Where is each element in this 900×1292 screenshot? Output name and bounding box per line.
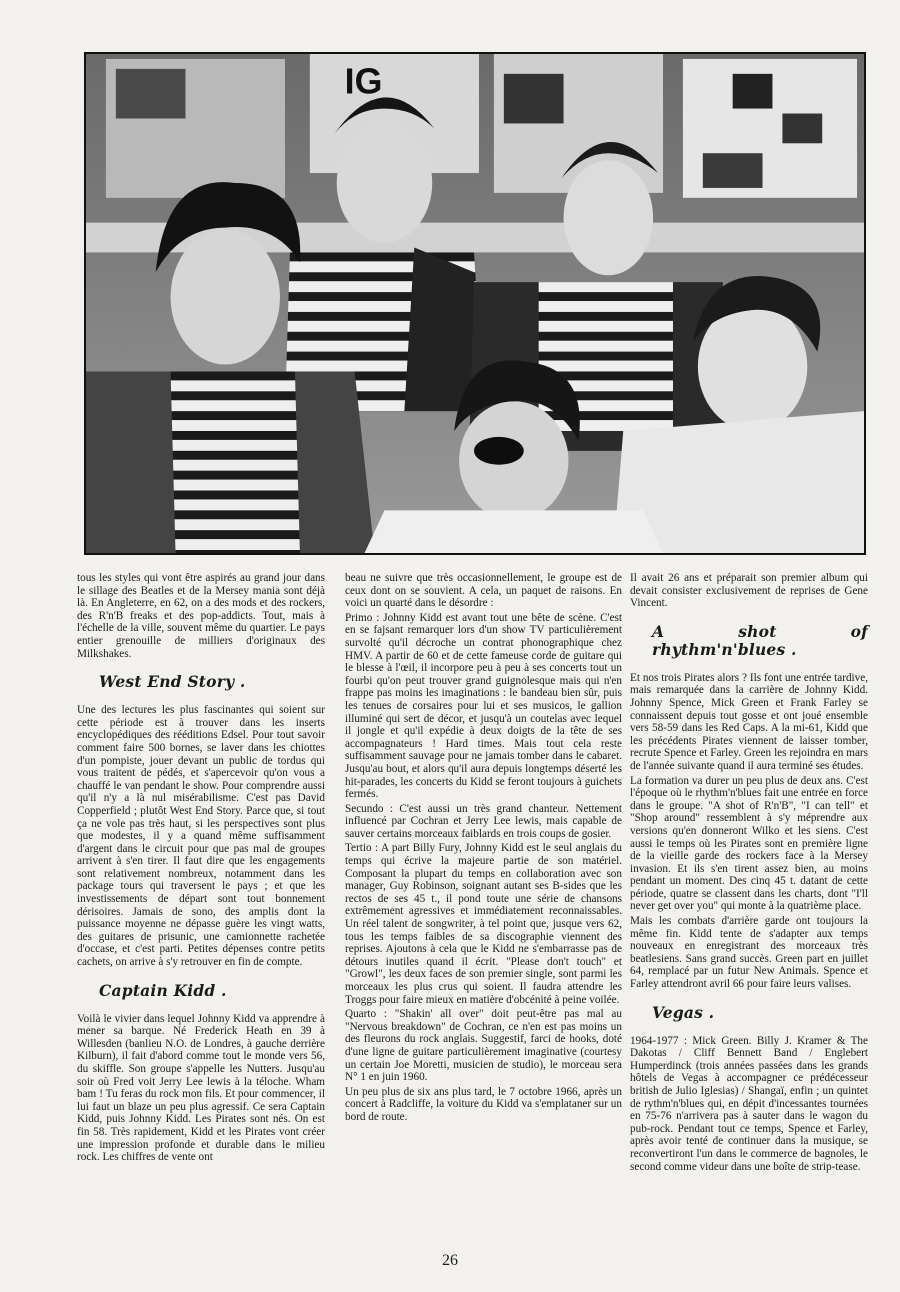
band-photo xyxy=(84,52,866,555)
section-heading-shot-of-rnb: A shot of rhythm'n'blues . xyxy=(652,621,868,659)
section-heading-vegas: Vegas . xyxy=(652,1002,715,1022)
paragraph: Voilà le vivier dans lequel Johnny Kidd va apprendre à mener sa barque. Né Frederick Heath en 39 à Willesden (banlieu N.O. de Londres, à gauche derrière Kilburn), il fait d'abord comme tout le monde vers 56, du skiffle. Son groupe s'appelle les Nutters. Jusqu'au soir où Fred voit Jerry Lee lewis à la téloche. Wham bam ! Tu feras du rock mon fils. Et pour commencer, il lui faut un blaze un peu plus agressif. Ce sera Captain Kidd, puis Johnny Kidd. Les Pirates sont nés. On est fin 58. Très rapidement, Kidd et les Pirates vont créer une impression profonde et durable dans le milieu rock. Les chiffres de vente ont xyxy=(77,1012,325,1164)
column-middle xyxy=(345,572,622,1126)
column-left xyxy=(77,572,325,1166)
band-photo-illustration xyxy=(86,54,864,553)
page-number: 26 xyxy=(442,1252,458,1269)
section-heading-west-end-story: West End Story . xyxy=(99,672,246,692)
paragraph: Il avait 26 ans et préparait son premier album qui devait consister exclusivement de reprises de Gene Vincent. xyxy=(630,572,868,610)
paragraph: Une des lectures les plus fascinantes qui soient sur cette période est à trouver dans les inserts encyclopédiques des rééditions Edsel. Pour tout savoir comment faire 500 bornes, se laver dans les chiottes d'un pompiste, jouer devant un public de tordus qui vous traitent de pédés, et s'apercevoir qu'on vous a chauffé le van pendant le show. Pour comprendre aussi qu'il n'y a là nul misérabilisme. C'est pas David Copperfield ; plutôt West End Story. Parce que, si tout ça ne vole pas très haut, si les perspectives sont plus que modestes, il y a quand même suffisamment d'argent dans le circuit pour que pas mal de groupes arrivent à s'en tirer. Il faut dire que les engagements sont relativement nombreux, notamment dans les package tours qui traversent le pays ; et que les investissements de départ sont tout bonnement dérisoires. Jamais de sono, des amplis dont la puissance moyenne ne dépasse guère les vingt watts, des guitares de prisunic, une camionnette rachetée d'occase, et c'est parti. Petites dépenses contre petits cachets, on arrive à s'y retrouver en fin de compte. xyxy=(77,704,325,969)
paragraph: tous les styles qui vont être aspirés au grand jour dans le sillage des Beatles et de la Mersey mania sont déjà là. En Angleterre, en 62, on a des mods et des rockers, des R'n'B freaks et des pop-addicts. Tout, mais à l'échelle de la ville, souvent même du quartier. Le pays entier grenouille de milliers d'originaux des Milkshakes. xyxy=(77,572,325,660)
paragraph: beau ne suivre que très occasionnellement, le groupe est de ceux dont on se souvient. A cela, un paquet de raisons. En voici un quarté dans le désordre : xyxy=(345,572,622,610)
paragraph: 1964-1977 : Mick Green. Billy J. Kramer & The Dakotas / Cliff Bennett Band / Englebert Humperdinck (trois années passées dans les grands hôtels de Vegas à accompagner ce prédécesseur british de Julio Iglesias) / Shangaï, enfin ; un quintet de rythm'n'blues qui, en dépit d'incessantes tournées en 75-76 n'arrivera pas à sauter dans le wagon du pub-rock. Pendant tout ce temps, Spence et Farley, après avoir tenté de continuer dans la musique, se reconvertiront l'un dans le commerce de bagnoles, le second comme videur dans une boîte de strip-tease. xyxy=(630,1034,868,1173)
paragraph: Tertio : A part Billy Fury, Johnny Kidd est le seul anglais du temps qui écrive la majeure partie de son matériel. Composant la plupart du temps en collaboration avec son manager, Guy Robinson, soignant autant ses B-sides que les rectos de ses 45 t., il pond toute une série de chansons extrêmement agressives et immédiatement reconnaissables. Un réel talent de songwriter, à tel point que, jusque vers 62, tous les temps faibles de sa discographie viennent des reprises. Ajoutons à cela que le Kidd ne s'embarrasse pas de détours inutiles quand il écrit. "Please don't touch" et "Growl", les deux faces de son premier single, sont parmi les morceaux les plus crus qui soient. Il faudra attendre les Troggs pour faire mieux en matière d'obcénité à peine voilée. xyxy=(345,842,622,1006)
paragraph: Mais les combats d'arrière garde ont toujours la même fin. Kidd tente de s'adapter aux temps nouveaux en enregistrant des morceaux très beatlesiens. Sans grand succès. Green part en juillet 64, remplacé par un futur New Animals. Spence et Farley attendront avril 66 pour faire leurs valises. xyxy=(630,915,868,991)
paragraph: Secundo : C'est aussi un très grand chanteur. Nettement influencé par Cochran et Jerry Lee lewis, mais capable de sauver certains morceaux faiblards en trois coups de gosier. xyxy=(345,802,622,840)
column-right xyxy=(630,572,868,1175)
paragraph: Primo : Johnny Kidd est avant tout une bête de scène. C'est en se fajsant remarquer lors d'un show TV particulièrement survolté qu'il décroche un contrat phonographique chez HMV. A partir de 60 et de cette fameuse corde de guitare qui le blesse à l'œil, il incorpore peu à peu à ses concerts tout un fourbi qu'on peut trouver grand guignolesque mais qui n'en frappe pas moins les imaginations : le bandeau bien sûr, puis les tenues de corsaires pour lui et ses musicos, le gallion illuminé qui sert de décor, et jusqu'à un coutelas avec lequel il jongle et qu'il expédie à deux doigts de la tête de ses accompagnateurs ! Hard times. Mais tout cela reste suffisamment sauvage pour ne jamais tomber dans le cabaret. Jusqu'au bout, et alors qu'il aura depuis longtemps déserté les hit-parades, les concerts du Kidd se feront toujours à guichets fermés. xyxy=(345,611,622,801)
paragraph: La formation va durer un peu plus de deux ans. C'est l'époque où le rhythm'n'blues fait une entrée en force dans le groupe. "A shot of R'n'B", "I can tell" et "Shop around" ressemblent à s'y méprendre aux versions qu'en donneront Wilko et les siens. C'est aussi le temps où les Pirates sont en première ligne de la vieille garde des rockers face à la Mersey invasion. Et ils s'en tirent assez bien, au moins pendant un moment. Des cinq 45 t. datant de cette période, quatre se classent dans les charts, dont "I'll never get over you" qui monte à la quatrième place. xyxy=(630,774,868,913)
svg-text:IG: IG xyxy=(344,61,383,102)
paragraph: Quarto : "Shakin' all over" doit peut-être pas mal au "Nervous breakdown" de Cochran, ce n'en est pas moins un des fleurons du rock anglais. Suggestif, farci de hooks, doté d'une ligne de guitare particulièrement imaginative (courtesy un certain Joe Moretti, musicien de studio), le morceau sera N° 1 en juin 1960. xyxy=(345,1008,622,1084)
paragraph: Un peu plus de six ans plus tard, le 7 octobre 1966, après un concert à Radcliffe, la voiture du Kidd va s'emplataner sur un bord de route. xyxy=(345,1085,622,1123)
section-heading-captain-kidd: Captain Kidd . xyxy=(99,980,227,1000)
paragraph: Et nos trois Pirates alors ? Ils font une entrée tardive, mais remarquée dans la carrière de Johnny Kidd. Johnny Spence, Mick Green et Frank Farley se connaissent depuis tout gosse et ont joué ensemble vers 58-59 dans les Red Caps. A la mi-61, Kidd que les précédents Pirates viennent de laisser tomber, recrute Spence et Farley. Green les rejoindra en mars de l'année suivante quand il aura terminé ses études. xyxy=(630,671,868,772)
